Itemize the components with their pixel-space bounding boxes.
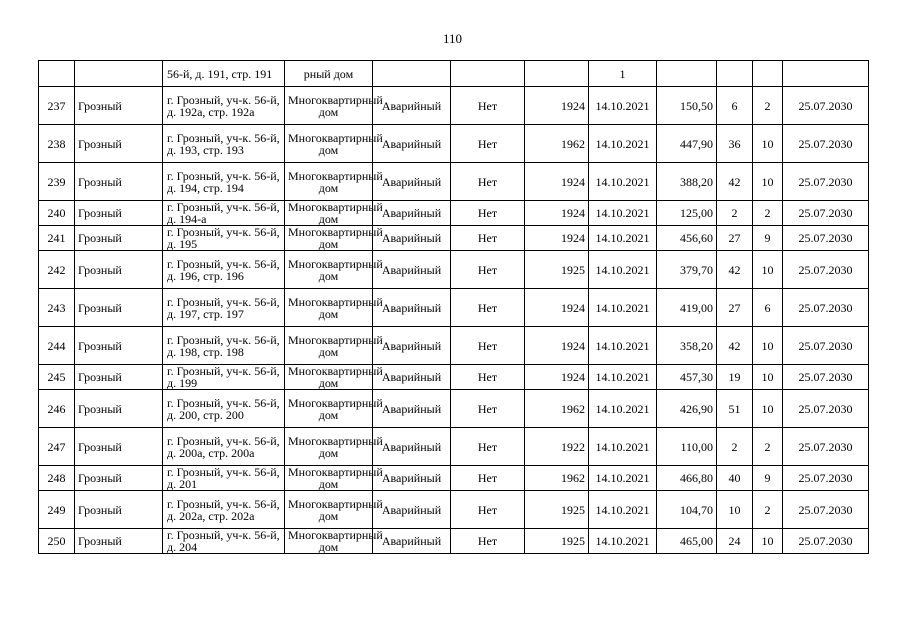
cell-flag: Нет [451,87,525,125]
cell-date: 14.10.2021 [589,87,657,125]
cell-residents: 6 [717,87,753,125]
table-row [39,201,869,226]
cell-year: 1922 [525,428,589,466]
cell-deadline: 25.07.2030 [783,365,869,390]
cell-type: Многоквартирный дом [285,428,373,466]
cell-num: 239 [39,163,75,201]
cell-area: 465,00 [657,529,717,554]
cell-flag: Нет [451,289,525,327]
cell-flag: Нет [451,163,525,201]
cell-type: Многоквартирный дом [285,466,373,491]
cell-residents: 42 [717,163,753,201]
cell-date: 14.10.2021 [589,289,657,327]
housing-registry-table [38,60,869,554]
cell-city: Грозный [75,125,163,163]
date-text: 1 [619,66,626,81]
cell-num: 243 [39,289,75,327]
cell-type: Многоквартирный дом [285,327,373,365]
cell-deadline: 25.07.2030 [783,289,869,327]
table-row [39,466,869,491]
page-number: 110 [442,31,463,46]
cell-address: г. Грозный, уч-к. 56-й, д. 199 [163,365,285,390]
table-row [39,251,869,289]
table-row [39,491,869,529]
cell-city: Грозный [75,491,163,529]
cell-residents: 10 [717,491,753,529]
cell-year: 1925 [525,251,589,289]
cell-city: Грозный [75,251,163,289]
cell-units: 6 [753,289,783,327]
cell-date: 14.10.2021 [589,529,657,554]
cell-city: Грозный [75,201,163,226]
cell-address: г. Грозный, уч-к. 56-й, д. 196, стр. 196 [163,251,285,289]
cell-status: Аварийный [373,491,451,529]
cell-date: 14.10.2021 [589,365,657,390]
cell-address: г. Грозный, уч-к. 56-й, д. 198, стр. 198 [163,327,285,365]
cell-area: 456,60 [657,226,717,251]
cell-units: 2 [753,428,783,466]
cell-num: 238 [39,125,75,163]
cell-flag: Нет [451,390,525,428]
cell-year: 1924 [525,87,589,125]
cell-num: 246 [39,390,75,428]
cell-flag: Нет [451,327,525,365]
cell-deadline: 25.07.2030 [783,251,869,289]
cell-year: 1924 [525,201,589,226]
cell-date: 14.10.2021 [589,327,657,365]
cell-status: Аварийный [373,289,451,327]
cell-city [75,61,163,87]
cell-year: 1925 [525,529,589,554]
cell-status: Аварийный [373,365,451,390]
cell-city: Грозный [75,390,163,428]
cell-address: г. Грозный, уч-к. 56-й, д. 193, стр. 193 [163,125,285,163]
cell-flag: Нет [451,529,525,554]
cell-type [285,61,373,87]
cell-deadline: 25.07.2030 [783,466,869,491]
cell-units: 10 [753,529,783,554]
cell-units: 10 [753,390,783,428]
cell-residents: 2 [717,201,753,226]
cell-city: Грозный [75,428,163,466]
cell-status: Аварийный [373,251,451,289]
cell-num: 240 [39,201,75,226]
table-row [39,327,869,365]
cell-date: 14.10.2021 [589,390,657,428]
table-row [39,365,869,390]
cell-flag: Нет [451,251,525,289]
cell-date: 14.10.2021 [589,466,657,491]
cell-status: Аварийный [373,125,451,163]
cell-city: Грозный [75,226,163,251]
cell-area: 426,90 [657,390,717,428]
cell-num [39,61,75,87]
cell-status: Аварийный [373,390,451,428]
cell-flag: Нет [451,428,525,466]
cell-area: 125,00 [657,201,717,226]
cell-date [589,61,657,87]
cell-units: 10 [753,327,783,365]
cell-flag: Нет [451,125,525,163]
cell-deadline: 25.07.2030 [783,163,869,201]
cell-deadline: 25.07.2030 [783,529,869,554]
cell-area: 379,70 [657,251,717,289]
cell-residents [717,61,753,87]
cell-flag: Нет [451,201,525,226]
cell-deadline: 25.07.2030 [783,201,869,226]
cell-area: 110,00 [657,428,717,466]
cell-year: 1924 [525,163,589,201]
cell-num: 244 [39,327,75,365]
cell-address: г. Грозный, уч-к. 56-й, д. 192а, стр. 192а [163,87,285,125]
cell-status: Аварийный [373,201,451,226]
cell-type: Многоквартирный дом [285,529,373,554]
cell-deadline [783,61,869,87]
cell-residents: 27 [717,226,753,251]
cell-type: Многоквартирный дом [285,87,373,125]
cell-year [525,61,589,87]
cell-address: г. Грозный, уч-к. 56-й, д. 197, стр. 197 [163,289,285,327]
continuation-row [39,61,869,87]
cell-address: г. Грозный, уч-к. 56-й, д. 195 [163,226,285,251]
cell-num: 247 [39,428,75,466]
table-row [39,428,869,466]
cell-flag: Нет [451,226,525,251]
cell-units: 2 [753,87,783,125]
cell-year: 1925 [525,491,589,529]
cell-address: г. Грозный, уч-к. 56-й, д. 194-а [163,201,285,226]
table-row [39,390,869,428]
cell-area: 447,90 [657,125,717,163]
cell-address [163,61,285,87]
cell-flag: Нет [451,365,525,390]
cell-area: 457,30 [657,365,717,390]
cell-units: 2 [753,201,783,226]
cell-units: 10 [753,251,783,289]
cell-address: г. Грозный, уч-к. 56-й, д. 204 [163,529,285,554]
cell-deadline: 25.07.2030 [783,327,869,365]
cell-date: 14.10.2021 [589,428,657,466]
cell-status: Аварийный [373,226,451,251]
cell-type: Многоквартирный дом [285,491,373,529]
table-row [39,87,869,125]
cell-area: 104,70 [657,491,717,529]
type-text: рный дом [303,66,354,81]
cell-type: Многоквартирный дом [285,201,373,226]
cell-status: Аварийный [373,87,451,125]
cell-residents: 51 [717,390,753,428]
cell-status: Аварийный [373,163,451,201]
cell-residents: 2 [717,428,753,466]
cell-units: 2 [753,491,783,529]
cell-date: 14.10.2021 [589,163,657,201]
cell-residents: 36 [717,125,753,163]
cell-address: г. Грозный, уч-к. 56-й, д. 200, стр. 200 [163,390,285,428]
cell-area: 358,20 [657,327,717,365]
cell-num: 237 [39,87,75,125]
cell-status [373,61,451,87]
cell-residents: 27 [717,289,753,327]
cell-units: 9 [753,226,783,251]
table-row [39,289,869,327]
cell-num: 250 [39,529,75,554]
cell-deadline: 25.07.2030 [783,226,869,251]
cell-units: 10 [753,125,783,163]
cell-address: г. Грозный, уч-к. 56-й, д. 202а, стр. 202а [163,491,285,529]
cell-num: 241 [39,226,75,251]
cell-type: Многоквартирный дом [285,251,373,289]
cell-year: 1962 [525,466,589,491]
cell-date: 14.10.2021 [589,226,657,251]
table-row [39,125,869,163]
cell-flag: Нет [451,466,525,491]
cell-date: 14.10.2021 [589,251,657,289]
cell-area [657,61,717,87]
cell-units [753,61,783,87]
cell-address: г. Грозный, уч-к. 56-й, д. 200а, стр. 200а [163,428,285,466]
cell-num: 242 [39,251,75,289]
cell-area: 388,20 [657,163,717,201]
cell-num: 245 [39,365,75,390]
cell-units: 9 [753,466,783,491]
cell-year: 1924 [525,289,589,327]
cell-city: Грозный [75,466,163,491]
cell-year: 1924 [525,226,589,251]
cell-city: Грозный [75,529,163,554]
cell-deadline: 25.07.2030 [783,87,869,125]
cell-address: г. Грозный, уч-к. 56-й, д. 194, стр. 194 [163,163,285,201]
cell-residents: 24 [717,529,753,554]
table-row [39,226,869,251]
cell-date: 14.10.2021 [589,125,657,163]
cell-year: 1924 [525,365,589,390]
cell-type: Многоквартирный дом [285,226,373,251]
cell-residents: 40 [717,466,753,491]
cell-type: Многоквартирный дом [285,125,373,163]
cell-area: 466,80 [657,466,717,491]
cell-status: Аварийный [373,327,451,365]
cell-units: 10 [753,163,783,201]
table-row [39,163,869,201]
cell-area: 150,50 [657,87,717,125]
cell-city: Грозный [75,163,163,201]
cell-type: Многоквартирный дом [285,365,373,390]
cell-city: Грозный [75,289,163,327]
cell-deadline: 25.07.2030 [783,491,869,529]
cell-deadline: 25.07.2030 [783,125,869,163]
cell-address: г. Грозный, уч-к. 56-й, д. 201 [163,466,285,491]
cell-residents: 19 [717,365,753,390]
cell-type: Многоквартирный дом [285,289,373,327]
cell-date: 14.10.2021 [589,201,657,226]
cell-status: Аварийный [373,466,451,491]
cell-deadline: 25.07.2030 [783,428,869,466]
cell-units: 10 [753,365,783,390]
cell-num: 248 [39,466,75,491]
cell-city: Грозный [75,327,163,365]
cell-flag: Нет [451,491,525,529]
cell-date: 14.10.2021 [589,491,657,529]
cell-year: 1924 [525,327,589,365]
cell-status: Аварийный [373,428,451,466]
cell-num: 249 [39,491,75,529]
cell-residents: 42 [717,327,753,365]
cell-area: 419,00 [657,289,717,327]
cell-city: Грозный [75,87,163,125]
cell-flag [451,61,525,87]
cell-deadline: 25.07.2030 [783,390,869,428]
cell-type: Многоквартирный дом [285,390,373,428]
cell-city: Грозный [75,365,163,390]
cell-residents: 42 [717,251,753,289]
cell-year: 1962 [525,390,589,428]
cell-status: Аварийный [373,529,451,554]
cell-year: 1962 [525,125,589,163]
table-row [39,529,869,554]
address-text: 56-й, д. 191, стр. 191 [167,66,273,81]
cell-type: Многоквартирный дом [285,163,373,201]
